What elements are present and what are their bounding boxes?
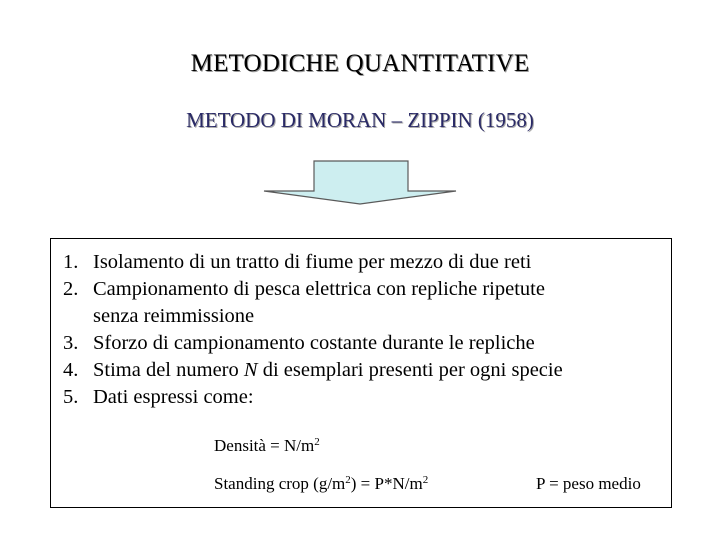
list-number: 1.	[63, 251, 79, 273]
list-number: 2.	[63, 278, 79, 300]
list-number: 3.	[63, 332, 79, 354]
list-text-line: Campionamento di pesca elettrica con repliche ripetute	[93, 278, 545, 300]
text-segment: di esemplari presenti per ogni specie	[257, 359, 563, 381]
list-item	[63, 249, 563, 276]
formula-text: Standing crop (g/m	[214, 474, 346, 493]
page-title: METODICHE QUANTITATIVE	[190, 50, 530, 77]
list-number: 5.	[63, 386, 79, 408]
list-text: Isolamento di un tratto di fiume per mezzo di due reti	[93, 251, 532, 273]
down-arrow-icon	[262, 160, 458, 211]
list-item	[63, 384, 563, 411]
superscript: 2	[345, 474, 351, 486]
formula-text: ) = P*N/m	[350, 474, 423, 493]
list-item	[63, 330, 563, 357]
method-subtitle: METODO DI MORAN – ZIPPIN (1958)	[186, 108, 534, 132]
text-segment: Stima del numero	[93, 359, 244, 381]
variable-n: N	[243, 359, 258, 381]
superscript: 2	[422, 474, 429, 486]
average-weight-note: P = peso medio	[536, 474, 641, 493]
list-text	[93, 357, 563, 384]
standing-crop-formula	[214, 474, 428, 494]
list-number: 4.	[63, 359, 79, 381]
superscript: 2	[314, 436, 320, 448]
formula-text: Densità = N/m	[214, 436, 315, 455]
list-text: Dati espressi come:	[93, 386, 254, 408]
list-text-line: senza reimmissione	[93, 305, 255, 327]
list-text	[93, 276, 545, 330]
procedure-box	[50, 238, 672, 508]
procedure-list	[63, 249, 563, 411]
list-item	[63, 276, 563, 330]
list-text: Sforzo di campionamento costante durante le repliche	[93, 332, 535, 354]
density-formula	[214, 436, 320, 456]
list-item	[63, 357, 563, 384]
